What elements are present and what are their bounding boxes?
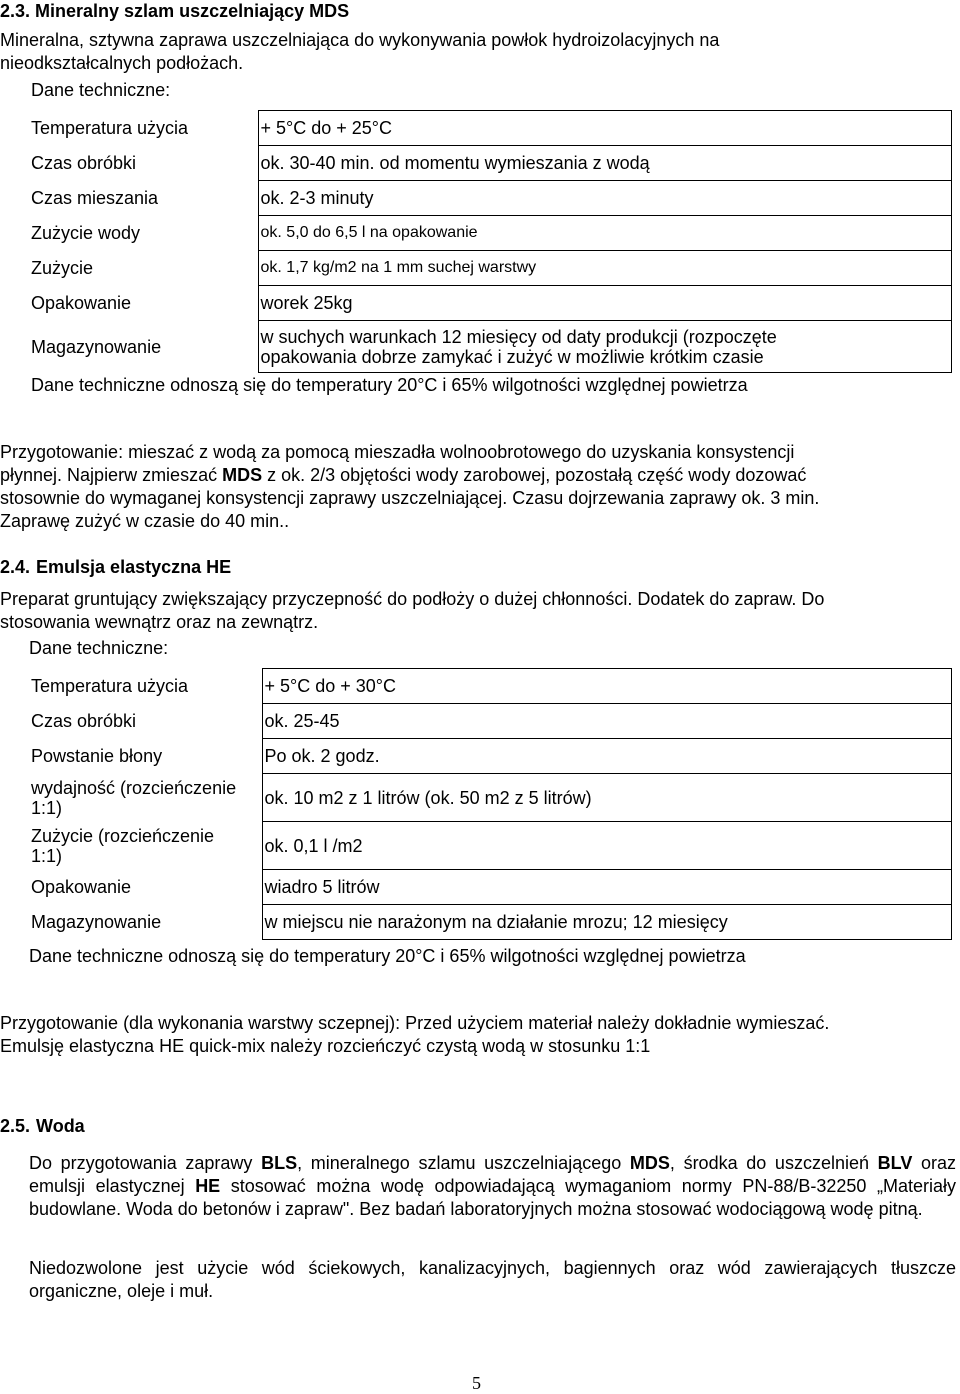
row-label: Opakowanie — [31, 293, 132, 313]
section-2-3-prep-line4: Zaprawę zużyć w czasie do 40 min.. — [0, 511, 290, 531]
row-value: worek 25kg — [258, 286, 951, 321]
table-row — [29, 704, 951, 739]
table-row — [29, 321, 951, 373]
row-label-line2: 1:1) — [31, 845, 63, 866]
row-label — [29, 822, 262, 870]
row-label-line1: wydajność (rozcieńczenie — [31, 777, 237, 798]
section-2-3-note: Dane techniczne odnoszą się do temperatury 20°C i 65% wilgotności względnej powietrza — [31, 375, 748, 395]
row-label: Magazynowanie — [31, 336, 162, 357]
row-label — [29, 774, 262, 822]
section-2-4-description-line2: stosowania wewnątrz oraz na zewnątrz. — [0, 612, 319, 632]
bls-bold: BLS — [261, 1153, 298, 1173]
table-row — [29, 181, 951, 216]
section-2-3-prep-line2: płynnej. Najpierw zmieszać MDS z ok. 2/3 objętości wody zarobowej, pozostałą część wody dozować — [0, 465, 807, 485]
row-value-line2: opakowania dobrze zamykać i zużyć w możliwie krótkim czasie — [260, 346, 764, 367]
section-2-4-prep-line1: Przygotowanie (dla wykonania warstwy sczepnej): Przed użyciem materiał należy dokładnie wymieszać. — [0, 1013, 830, 1033]
row-value: ok. 2-3 minuty — [258, 181, 951, 216]
section-2-3-description-line2: nieodkształcalnych podłożach. — [0, 53, 244, 73]
section-2-3-prep-line3: stosownie do wymaganej konsystencji zaprawy uszczelniającej. Czasu dojrzewania zaprawy ok. 3 min. — [0, 488, 820, 508]
table-row — [29, 146, 951, 181]
mds-bold: MDS — [629, 1153, 670, 1173]
table-row — [29, 251, 951, 286]
row-value: ok. 25-45 — [262, 704, 951, 739]
row-value: wiadro 5 litrów — [262, 870, 951, 905]
row-label: Czas obróbki — [31, 153, 137, 173]
section-2-5-title: Woda — [36, 1116, 85, 1136]
row-label: Czas obróbki — [31, 711, 137, 731]
table-row — [29, 216, 951, 251]
row-label: Czas mieszania — [31, 188, 159, 208]
row-label: Magazynowanie — [31, 912, 162, 932]
table-row — [29, 669, 951, 704]
section-2-5-heading — [0, 1116, 85, 1137]
row-value-line1: w suchych warunkach 12 miesięcy od daty produkcji (rozpoczęte — [260, 326, 777, 347]
section-2-3-prep-line1: Przygotowanie: mieszać z wodą za pomocą mieszadła wolnoobrotowego do uzyskania konsystencji — [0, 442, 795, 462]
he-bold: HE — [195, 1176, 221, 1196]
row-label: Opakowanie — [31, 877, 132, 897]
row-value — [258, 321, 951, 373]
table-row — [29, 774, 951, 822]
section-2-3-tech-table — [29, 110, 952, 373]
row-label-line2: 1:1) — [31, 797, 63, 818]
row-label: Temperatura użycia — [31, 676, 189, 696]
section-2-4-heading — [0, 557, 231, 578]
table-row — [29, 870, 951, 905]
row-label: Temperatura użycia — [31, 118, 189, 138]
table-row — [29, 111, 951, 146]
table-row — [29, 822, 951, 870]
row-label: Zużycie wody — [31, 223, 141, 243]
row-value: ok. 10 m2 z 1 litrów (ok. 50 m2 z 5 litrów) — [262, 774, 951, 822]
table-row — [29, 905, 951, 940]
row-label: Zużycie — [31, 258, 94, 278]
row-value: ok. 1,7 kg/m2 na 1 mm suchej warstwy — [258, 251, 951, 286]
page-number: 5 — [472, 1373, 481, 1393]
row-value: ok. 30-40 min. od momentu wymieszania z wodą — [258, 146, 951, 181]
section-2-4-title: Emulsja elastyczna HE — [36, 557, 232, 577]
section-2-4-tech-heading: Dane techniczne: — [29, 638, 169, 658]
row-value: w miejscu nie narażonym na działanie mrozu; 12 miesięcy — [262, 905, 951, 940]
row-label: Powstanie błony — [31, 746, 163, 766]
section-2-5-paragraph-1: Do przygotowania zaprawy BLS, mineralnego szlamu uszczelniającego MDS, środka do uszczelnień BLV oraz emulsji elastycznej HE stosować można wodę odpowiadającą wymaganiom normy PN-88/B-32250 „Materiały budowlane. Woda do betonów i zapraw". Bez badań laboratoryjnych można stosować wodociągową wodę pitną. — [29, 1153, 957, 1219]
section-2-5-number: 2.5. — [0, 1116, 31, 1136]
section-2-4-tech-table — [29, 668, 952, 940]
row-value: Po ok. 2 godz. — [262, 739, 951, 774]
row-label-line1: Zużycie (rozcieńczenie — [31, 825, 215, 846]
section-2-4-note: Dane techniczne odnoszą się do temperatury 20°C i 65% wilgotności względnej powietrza — [29, 946, 746, 966]
table-row — [29, 286, 951, 321]
table-row — [29, 739, 951, 774]
row-value: ok. 0,1 l /m2 — [262, 822, 951, 870]
section-2-3-heading: 2.3. Mineralny szlam uszczelniający MDS — [0, 1, 350, 21]
section-2-5-paragraph-2: Niedozwolone jest użycie wód ściekowych, kanalizacyjnych, bagiennych oraz wód zawierających tłuszcze organiczne, oleje i muł. — [29, 1258, 956, 1301]
mds-bold: MDS — [222, 465, 263, 485]
row-value: + 5°C do + 30°C — [262, 669, 951, 704]
section-2-4-number: 2.4. — [0, 557, 31, 577]
section-2-4-prep-line2: Emulsję elastyczna HE quick-mix należy rozcieńczyć czystą wodą w stosunku 1:1 — [0, 1036, 651, 1056]
section-2-3-description-line1: Mineralna, sztywna zaprawa uszczelniająca do wykonywania powłok hydroizolacyjnych na — [0, 30, 720, 50]
row-value: ok. 5,0 do 6,5 l na opakowanie — [258, 216, 951, 251]
section-2-3-tech-heading: Dane techniczne: — [31, 80, 171, 100]
row-value: + 5°C do + 25°C — [258, 111, 951, 146]
section-2-4-description-line1: Preparat gruntujący zwiększający przyczepność do podłoży o dużej chłonności. Dodatek do zapraw. Do — [0, 589, 825, 609]
blv-bold: BLV — [877, 1153, 913, 1173]
